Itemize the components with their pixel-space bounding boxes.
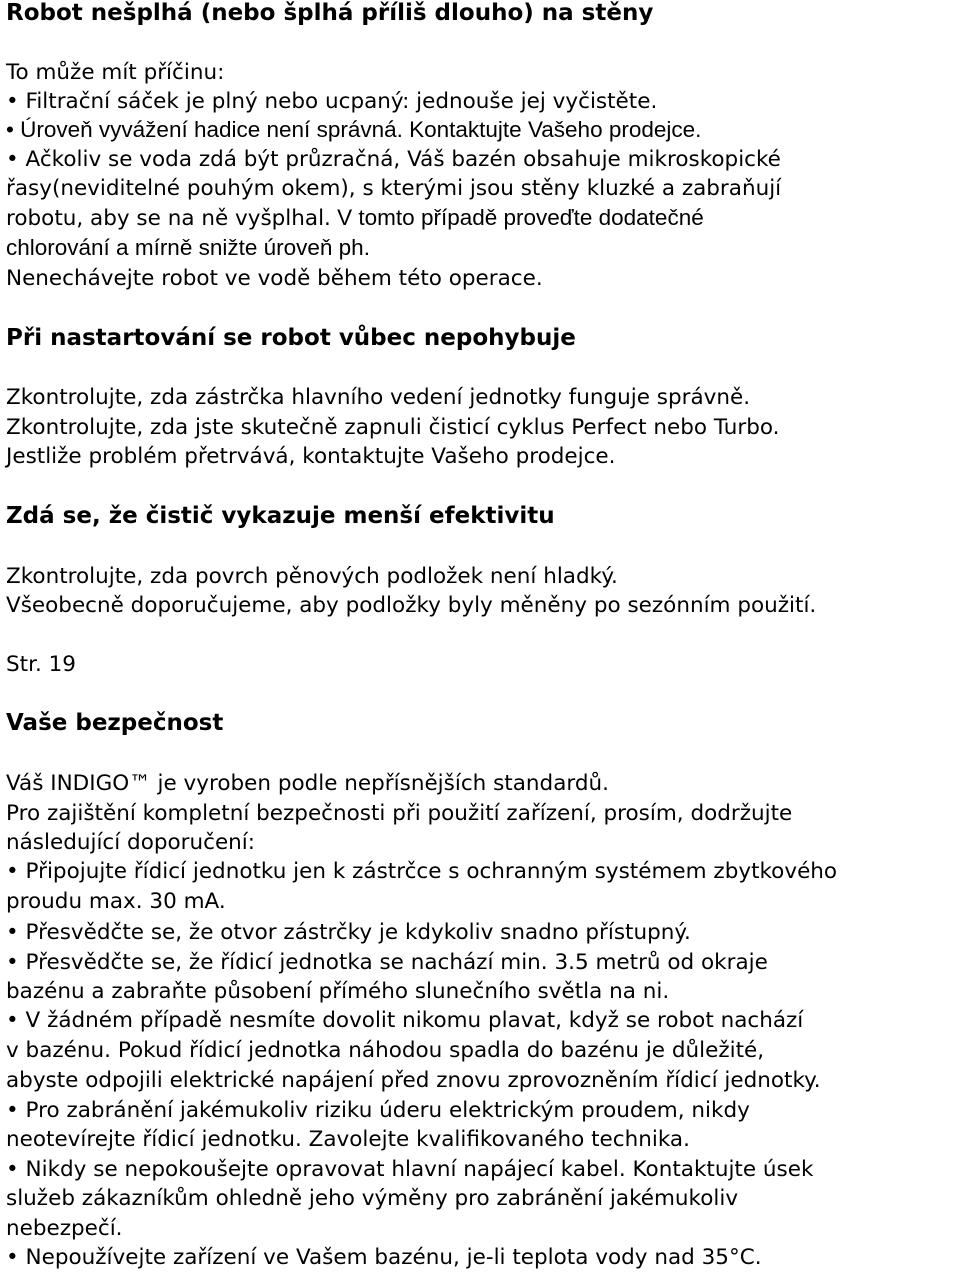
no-move-line-2: Zkontrolujte, zda jste skutečně zapnuli čisticí cyklus Perfect nebo Turbo. (6, 415, 780, 440)
page-number: Str. 19 (6, 652, 76, 677)
safety-bullet-5-line-2: neotevírejte řídicí jednotku. Zavolejte kvalifikovaného technika. (6, 1127, 690, 1152)
safety-bullet-3-line-2: bazénu a zabraňte působení přímého slunečního světla na ni. (6, 979, 670, 1004)
safety-bullet-1-line-1: • Připojujte řídicí jednotku jen k zástrčce s ochranným systémem zbytkového (6, 857, 837, 886)
no-move-line-3: Jestliže problém přetrvává, kontaktujte Vašeho prodejce. (6, 444, 616, 469)
efficiency-line-2: Všeobecně doporučujeme, aby podložky byly měněny po sezónním použití. (6, 593, 817, 618)
safety-line-1: Váš INDIGO™ je vyroben podle nepřísnějších standardů. (6, 771, 609, 796)
safety-bullet-1-line-2: proudu max. 30 mA. (6, 889, 226, 914)
climb-bullet-2: • Úroveň vyvážení hadice není správná. Kontaktujte Vašeho prodejce. (6, 115, 701, 144)
climb-bullet-1: • Filtrační sáček je plný nebo ucpaný: jednouše jej vyčistěte. (6, 87, 657, 116)
safety-bullet-5-line-1: • Pro zabránění jakémukoliv riziku úderu elektrickým proudem, nikdy (6, 1096, 750, 1125)
no-move-line-1: Zkontrolujte, zda zástrčka hlavního vedení jednotky funguje správně. (6, 385, 751, 410)
climb-bullet-3-line-5: Nenechávejte robot ve vodě během této operace. (6, 266, 543, 291)
safety-bullet-6-line-3: nebezpečí. (6, 1216, 123, 1241)
climb-bullet-3-line-3 (6, 203, 704, 233)
safety-bullet-4-line-1: • V žádném případě nesmíte dovolit nikomu plavat, když se robot nachází (6, 1006, 803, 1035)
section-heading-efficiency: Zdá se, že čistič vykazuje menší efektivitu (6, 503, 555, 529)
safety-bullet-2: • Přesvědčte se, že otvor zástrčky je kdykoliv snadno přístupný. (6, 918, 691, 947)
safety-bullet-6-line-2: služeb zákazníkům ohledně jeho výměny pro zabránění jakémukoliv (6, 1186, 739, 1211)
climb-bullet-3-line-1: • Ačkoliv se voda zdá být průzračná, Váš bazén obsahuje mikroskopické (6, 145, 781, 174)
safety-line-3: následující doporučení: (6, 830, 256, 855)
section-heading-no-move: Při nastartování se robot vůbec nepohybuje (6, 325, 576, 351)
safety-bullet-4-line-3: abyste odpojili elektrické napájení před znovu zprovozněním řídicí jednotky. (6, 1068, 821, 1093)
section-heading-climb: Robot nešplhá (nebo šplhá příliš dlouho) na stěny (6, 0, 654, 26)
climb-intro: To může mít příčinu: (6, 60, 225, 85)
climb-bullet-3-line-4: chlorování a mírně snižte úroveň ph. (6, 235, 370, 260)
climb-bullet-3-line-3b: V tomto případě proveďte dodatečné (330, 205, 704, 230)
safety-bullet-4-line-2: v bazénu. Pokud řídicí jednotka náhodou spadla do bazénu je důležité, (6, 1038, 765, 1063)
climb-bullet-3-line-3a: robotu, aby se na ně vyšplhal. (6, 206, 331, 231)
climb-bullet-3-line-2: řasy(neviditelné pouhým okem), s kterými jsou stěny kluzké a zabraňují (6, 176, 782, 201)
efficiency-line-1: Zkontrolujte, zda povrch pěnových podložek není hladký. (6, 564, 618, 589)
safety-bullet-6-line-1: • Nikdy se nepokoušejte opravovat hlavní napájecí kabel. Kontaktujte úsek (6, 1155, 813, 1184)
safety-line-2: Pro zajištění kompletní bezpečnosti při použití zařízení, prosím, dodržujte (6, 801, 793, 826)
safety-bullet-3-line-1: • Přesvědčte se, že řídicí jednotka se nachází min. 3.5 metrů od okraje (6, 948, 768, 977)
section-heading-safety: Vaše bezpečnost (6, 710, 224, 736)
safety-bullet-7: • Nepoužívejte zařízení ve Vašem bazénu, je-li teplota vody nad 35°C. (6, 1243, 762, 1272)
